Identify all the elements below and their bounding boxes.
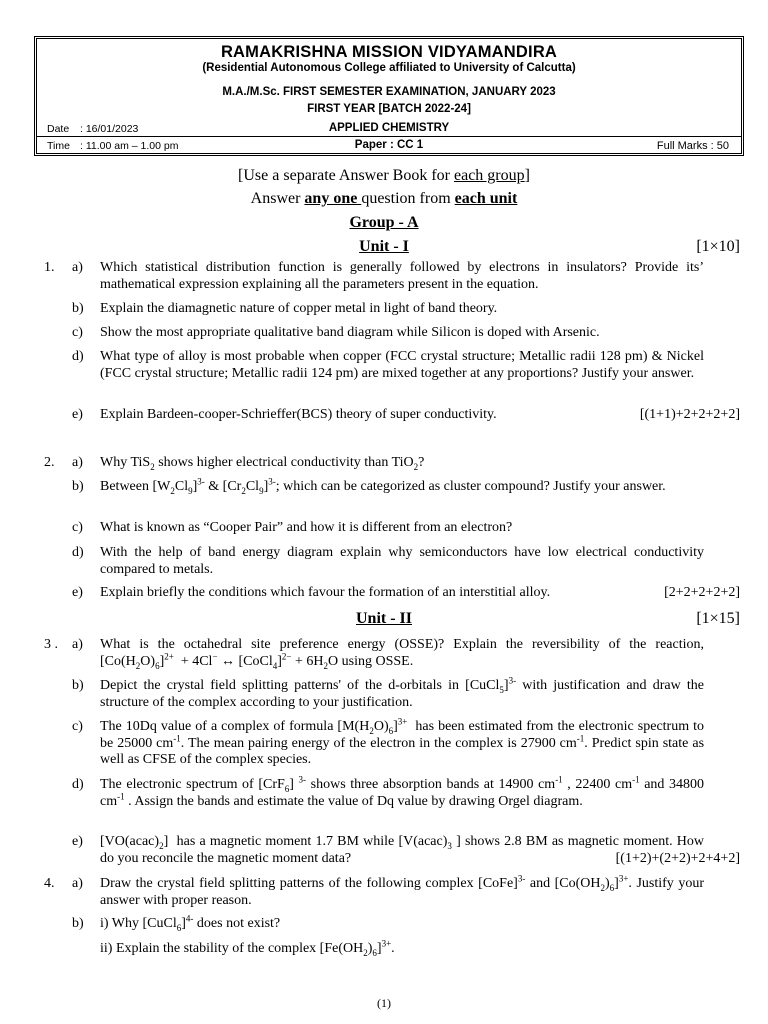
q3-a-text: What is the octahedral site preference energy (OSSE)? Explain the reversibility of the reaction, $[Co(H_2O)_6]^{2+} + 4Cl^-$ ↔ [CoCl$_4$]$^{2-}$ + $6H_2O$ using OSSE. <box>100 637 704 671</box>
instruction-2-text: Answer <box>250 190 305 207</box>
exam-year: FIRST YEAR [BATCH 2022-24] <box>307 103 471 115</box>
q1-d-text: What type of alloy is most probable when copper (FCC crystal structure; Metallic radii 128 pm) & Nickel (FCC crystal structure; Metallic radii 124 pm) are mixed together at any proportions? Justify your answer. <box>100 349 704 381</box>
q3-e-label: e) <box>72 834 83 849</box>
q2-b-text: Between $[W_2Cl_9]^{3-}$ & $[Cr_2Cl_9]^{3-}$; which can be categorized as cluster compound? Justify your answer. <box>100 476 666 496</box>
header-divider <box>37 136 741 137</box>
q1-c-label: c) <box>72 325 83 340</box>
q2-a-label: a) <box>72 455 83 470</box>
instruction-2-emphasis-1: any one <box>304 190 362 207</box>
instruction-answer-choice <box>0 190 768 208</box>
q2-c-label: c) <box>72 520 83 535</box>
exam-subject: APPLIED CHEMISTRY <box>328 122 450 134</box>
q3-c-label: c) <box>72 719 83 734</box>
unit-1-marks: [1×10] <box>696 238 740 255</box>
q4-b-text-i: i) Why [CuCl$_6$]$^{4-}$ does not exist? <box>100 913 281 933</box>
q4-a-text: Draw the crystal field splitting patterns of the following complex [CoFe]$^{3-}$ and $[Co(OH_2)_6]^{3+}$. Justify your answer with proper reason. <box>100 873 704 908</box>
instruction-2-emphasis-2: each unit <box>454 190 518 207</box>
question-2-number: 2. <box>44 455 55 470</box>
q3-b-label: b) <box>72 678 84 693</box>
q3-a-label: a) <box>72 637 83 652</box>
page-number: (1) <box>377 996 391 1010</box>
unit-1-heading: Unit - I <box>359 238 409 255</box>
institution-title: RAMAKRISHNA MISSION VIDYAMANDIRA <box>220 43 558 61</box>
unit-2-heading: Unit - II <box>355 610 412 627</box>
q2-a-text: Why TiS$_2$ shows higher electrical conductivity than TiO$_2$? <box>100 455 425 472</box>
full-marks: Full Marks : 50 <box>656 140 729 152</box>
date-value: : 16/01/2023 <box>80 123 139 135</box>
institution-subtitle: (Residential Autonomous College affiliated to University of Calcutta) <box>202 62 576 74</box>
q3-marks: [(1+2)+(2+2)+2+4+2] <box>615 851 740 866</box>
q1-e-label: e) <box>72 407 83 422</box>
q3-d-label: d) <box>72 777 84 792</box>
q2-d-text: With the help of band energy diagram explain why semiconductors have low electrical conductivity compared to metals. <box>100 545 704 577</box>
q1-a-text: Which statistical distribution function is generally followed by electrons in insulators? Provide its’ mathematical expression explaining all the parameters present in the equation. <box>100 260 704 292</box>
time-label: Time <box>47 140 70 152</box>
q3-d-text: The electronic spectrum of [CrF$_6$] $^{3-}$ shows three absorption bands at 14900 $cm^{-1}$ , 22400 $cm^{-1}$ and 34800 $cm^{-1}$ . Assign the bands and estimate the value of Dq value by drawing Orgel diagram. <box>100 774 705 809</box>
question-3-number: 3 . <box>44 637 58 652</box>
q4-b-text-ii: ii) Explain the stability of the complex $[Fe(OH_2)_6]^{3+}$. <box>100 938 395 958</box>
exam-header-box <box>34 36 744 156</box>
q3-b-text: Depict the crystal field splitting patterns' of the d-orbitals in [CuCl$_5$]$^{3-}$ with justification and draw the structure of the complex according to your justification. <box>100 675 704 710</box>
q2-b-label: b) <box>72 479 84 494</box>
q1-marks: [(1+1)+2+2+2+2] <box>639 407 740 422</box>
question-4-number: 4. <box>44 876 55 891</box>
q2-d-label: d) <box>72 545 84 560</box>
instruction-2-mid: question from <box>361 190 455 207</box>
exam-paper: Paper : CC 1 <box>354 139 424 151</box>
exam-name: M.A./M.Sc. FIRST SEMESTER EXAMINATION, JANUARY 2023 <box>222 86 556 98</box>
q2-c-text: What is known as “Cooper Pair” and how it is different from an electron? <box>100 520 513 535</box>
q2-marks: [2+2+2+2+2] <box>664 585 740 600</box>
instruction-1-end: ] <box>524 167 530 184</box>
unit-2-marks: [1×15] <box>696 610 740 627</box>
date-label: Date <box>47 123 70 135</box>
instruction-1-text: [Use a separate Answer Book for <box>238 167 454 184</box>
time-value: : 11.00 am – 1.00 pm <box>80 140 179 152</box>
q1-b-text: Explain the diamagnetic nature of copper metal in light of band theory. <box>100 301 498 316</box>
q2-e-label: e) <box>72 585 83 600</box>
q4-a-label: a) <box>72 876 83 891</box>
q1-e-text: Explain Bardeen-cooper-Schrieffer(BCS) theory of super conductivity. <box>100 407 497 422</box>
q1-d-label: d) <box>72 349 84 364</box>
q1-b-label: b) <box>72 301 84 316</box>
q4-b-label: b) <box>72 916 84 931</box>
instruction-1-emphasis: each group <box>453 167 525 184</box>
q1-a-label: a) <box>72 260 83 275</box>
group-a-heading: Group - A <box>349 214 419 231</box>
q1-c-text: Show the most appropriate qualitative band diagram while Silicon is doped with Arsenic. <box>100 325 600 340</box>
q3-e-text: $[VO(acac)_2]$ has a magnetic moment 1.7 BM while [$V(acac)_3$ ] shows 2.8 BM as magnetic moment. How do you reconcile the magnetic moment data? <box>100 834 705 866</box>
exam-date <box>47 123 138 135</box>
exam-time <box>47 140 178 152</box>
q3-c-text: The 10Dq value of a complex of formula $[M(H_2O)_6]^{3+}$ has been estimated from the electronic spectrum to be 25000 $cm^{-1}$. The mean pairing energy of the electron in the complex is 27900 $cm^{-1}$. Predict spin state as well as CFSE of the complex species. <box>100 716 705 767</box>
instruction-answer-book <box>0 167 768 185</box>
question-1-number: 1. <box>44 260 55 275</box>
q2-e-text: Explain briefly the conditions which favour the formation of an interstitial alloy. <box>100 585 551 600</box>
